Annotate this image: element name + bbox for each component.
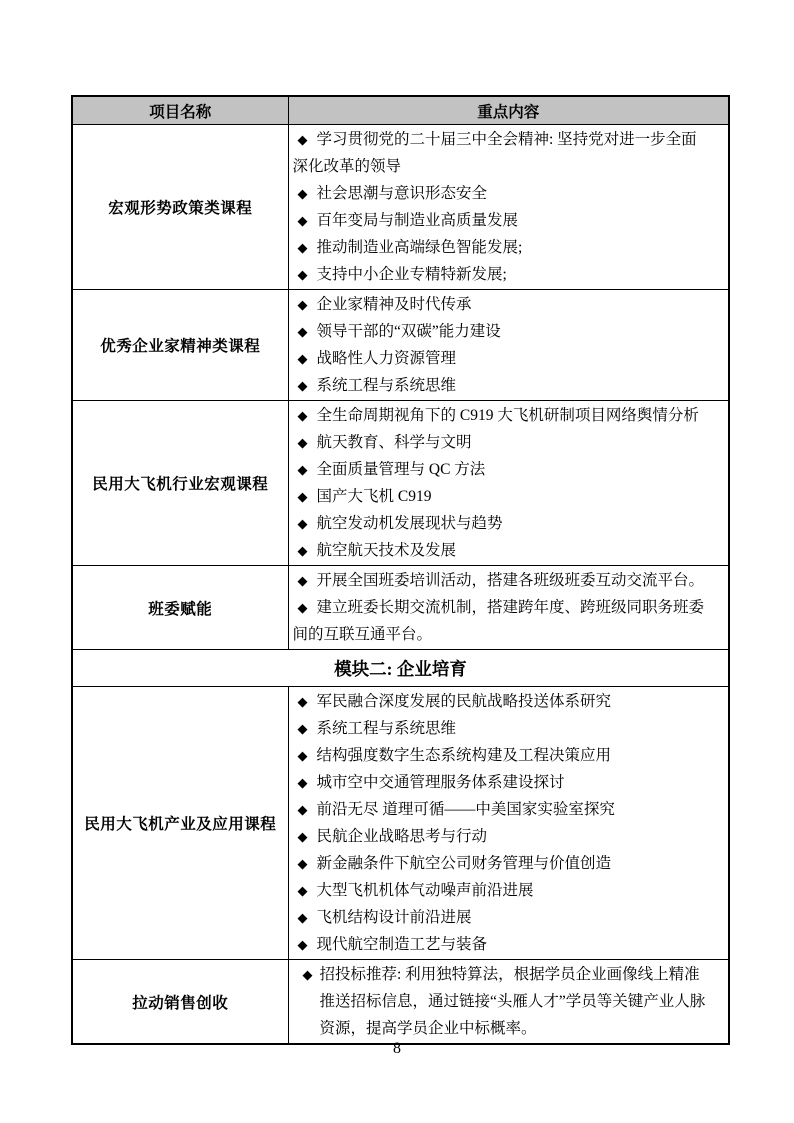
diamond-bullet-icon: ◆	[297, 213, 308, 228]
bullet-text: 建立班委长期交流机制，搭建跨年度、跨班级同职务班委间的互联互通平台。	[292, 599, 705, 643]
course-name-cell: 班委赋能	[72, 566, 288, 650]
bullet-text: 军民融合深度发展的民航战略投送体系研究	[316, 693, 612, 710]
diamond-bullet-icon: ◆	[297, 856, 308, 871]
bullet-text: 国产大飞机 C919	[316, 488, 432, 505]
bullet-text: 社会思潮与意识形态安全	[316, 185, 488, 202]
bullet-item	[293, 318, 711, 345]
bullet-text: 现代航空制造工艺与装备	[316, 936, 488, 953]
diamond-bullet-icon: ◆	[297, 802, 308, 817]
bullet-text: 企业家精神及时代传承	[316, 296, 472, 313]
bullet-item	[293, 372, 711, 399]
table-body	[72, 125, 729, 1045]
diamond-bullet-icon: ◆	[297, 883, 308, 898]
bullet-text: 系统工程与系统思维	[316, 720, 457, 737]
bullet-text: 民航企业战略思考与行动	[316, 828, 488, 845]
bullet-item	[293, 207, 711, 234]
bullet-item	[293, 796, 711, 823]
diamond-bullet-icon: ◆	[297, 573, 308, 588]
bullet-item	[293, 567, 711, 594]
bullet-text: 百年变局与制造业高质量发展	[316, 212, 519, 229]
bullet-text: 推动制造业高端绿色智能发展;	[316, 239, 523, 256]
bullet-item	[293, 483, 711, 510]
bullet-item	[293, 345, 711, 372]
bullet-item	[293, 291, 711, 318]
diamond-bullet-icon: ◆	[297, 186, 308, 201]
diamond-bullet-icon: ◆	[297, 297, 308, 312]
diamond-bullet-icon: ◆	[297, 351, 308, 366]
diamond-bullet-icon: ◆	[297, 516, 308, 531]
bullet-item	[293, 823, 711, 850]
bullet-text: 全生命周期视角下的 C919 大飞机研制项目网络舆情分析	[316, 407, 699, 424]
module-header-row	[72, 650, 729, 687]
diamond-bullet-icon: ◆	[297, 132, 308, 147]
diamond-bullet-icon: ◆	[297, 829, 308, 844]
bullet-item	[293, 261, 711, 288]
bullet-item	[293, 180, 711, 207]
bullet-item	[293, 429, 711, 456]
bullet-text: 招投标推荐: 利用独特算法，根据学员企业画像线上精准推送招标信息，通过链接“头雁人才”学员等关键产业人脉资源，提高学员企业中标概率。	[319, 966, 706, 1037]
bullet-item	[293, 877, 711, 904]
course-row	[72, 687, 729, 960]
diamond-bullet-icon: ◆	[297, 694, 308, 709]
diamond-bullet-icon: ◆	[297, 462, 308, 477]
bullet-text: 城市空中交通管理服务体系建设探讨	[316, 774, 565, 791]
bullet-item	[293, 234, 711, 261]
bullet-text: 航天教育、科学与文明	[316, 434, 472, 451]
bullet-item	[293, 961, 711, 1042]
key-content-cell	[288, 125, 729, 290]
bullet-item	[293, 715, 711, 742]
diamond-bullet-icon: ◆	[297, 378, 308, 393]
key-content-cell	[288, 960, 729, 1045]
diamond-bullet-icon: ◆	[297, 910, 308, 925]
diamond-bullet-icon: ◆	[297, 721, 308, 736]
bullet-text: 新金融条件下航空公司财务管理与价值创造	[316, 855, 612, 872]
diamond-bullet-icon: ◆	[297, 748, 308, 763]
course-row	[72, 566, 729, 650]
course-row	[72, 125, 729, 290]
bullet-text: 前沿无尽 道理可循——中美国家实验室探究	[316, 801, 615, 818]
course-name-cell: 拉动销售创收	[72, 960, 288, 1045]
bullet-item	[293, 537, 711, 564]
course-name-cell: 民用大飞机行业宏观课程	[72, 401, 288, 566]
course-row	[72, 960, 729, 1045]
course-name-cell: 宏观形势政策类课程	[72, 125, 288, 290]
diamond-bullet-icon: ◆	[297, 489, 308, 504]
column-header-key-content: 重点内容	[288, 96, 729, 125]
bullet-item	[293, 126, 711, 180]
bullet-item	[293, 456, 711, 483]
bullet-item	[293, 594, 711, 648]
diamond-bullet-icon: ◆	[297, 324, 308, 339]
key-content-cell	[288, 687, 729, 960]
bullet-text: 战略性人力资源管理	[316, 350, 457, 367]
bullet-text: 结构强度数字生态系统构建及工程决策应用	[316, 747, 612, 764]
page-number: 8	[393, 1040, 401, 1057]
course-row	[72, 290, 729, 401]
bullet-text: 开展全国班委培训活动，搭建各班级班委互动交流平台。	[316, 572, 705, 589]
diamond-bullet-icon: ◆	[297, 240, 308, 255]
diamond-bullet-icon: ◆	[297, 267, 308, 282]
bullet-text: 航空航天技术及发展	[316, 542, 457, 559]
bullet-text: 飞机结构设计前沿进展	[316, 909, 472, 926]
diamond-bullet-icon: ◆	[297, 543, 308, 558]
column-header-project-name: 项目名称	[72, 96, 288, 125]
course-table	[71, 95, 730, 1045]
course-name-cell: 优秀企业家精神类课程	[72, 290, 288, 401]
bullet-item	[293, 402, 711, 429]
bullet-item	[293, 904, 711, 931]
bullet-text: 航空发动机发展现状与趋势	[316, 515, 503, 532]
bullet-item	[293, 769, 711, 796]
bullet-item	[293, 742, 711, 769]
table-header-row	[72, 96, 729, 125]
bullet-text: 全面质量管理与 QC 方法	[316, 461, 486, 478]
bullet-text: 学习贯彻党的二十届三中全会精神: 坚持党对进一步全面深化改革的领导	[292, 131, 697, 175]
diamond-bullet-icon: ◆	[297, 408, 308, 423]
course-row	[72, 401, 729, 566]
bullet-item	[293, 688, 711, 715]
bullet-item	[293, 931, 711, 958]
bullet-item	[293, 510, 711, 537]
diamond-bullet-icon: ◆	[297, 775, 308, 790]
bullet-item	[293, 850, 711, 877]
key-content-cell	[288, 290, 729, 401]
diamond-bullet-icon: ◆	[302, 967, 313, 982]
diamond-bullet-icon: ◆	[297, 937, 308, 952]
course-name-cell: 民用大飞机产业及应用课程	[72, 687, 288, 960]
diamond-bullet-icon: ◆	[297, 435, 308, 450]
key-content-cell	[288, 401, 729, 566]
diamond-bullet-icon: ◆	[297, 600, 308, 615]
bullet-text: 领导干部的“双碳”能力建设	[316, 323, 501, 340]
bullet-text: 大型飞机机体气动噪声前沿进展	[316, 882, 534, 899]
bullet-text: 系统工程与系统思维	[316, 377, 457, 394]
bullet-text: 支持中小企业专精特新发展;	[316, 266, 507, 283]
key-content-cell	[288, 566, 729, 650]
module-title: 模块二: 企业培育	[72, 650, 729, 687]
